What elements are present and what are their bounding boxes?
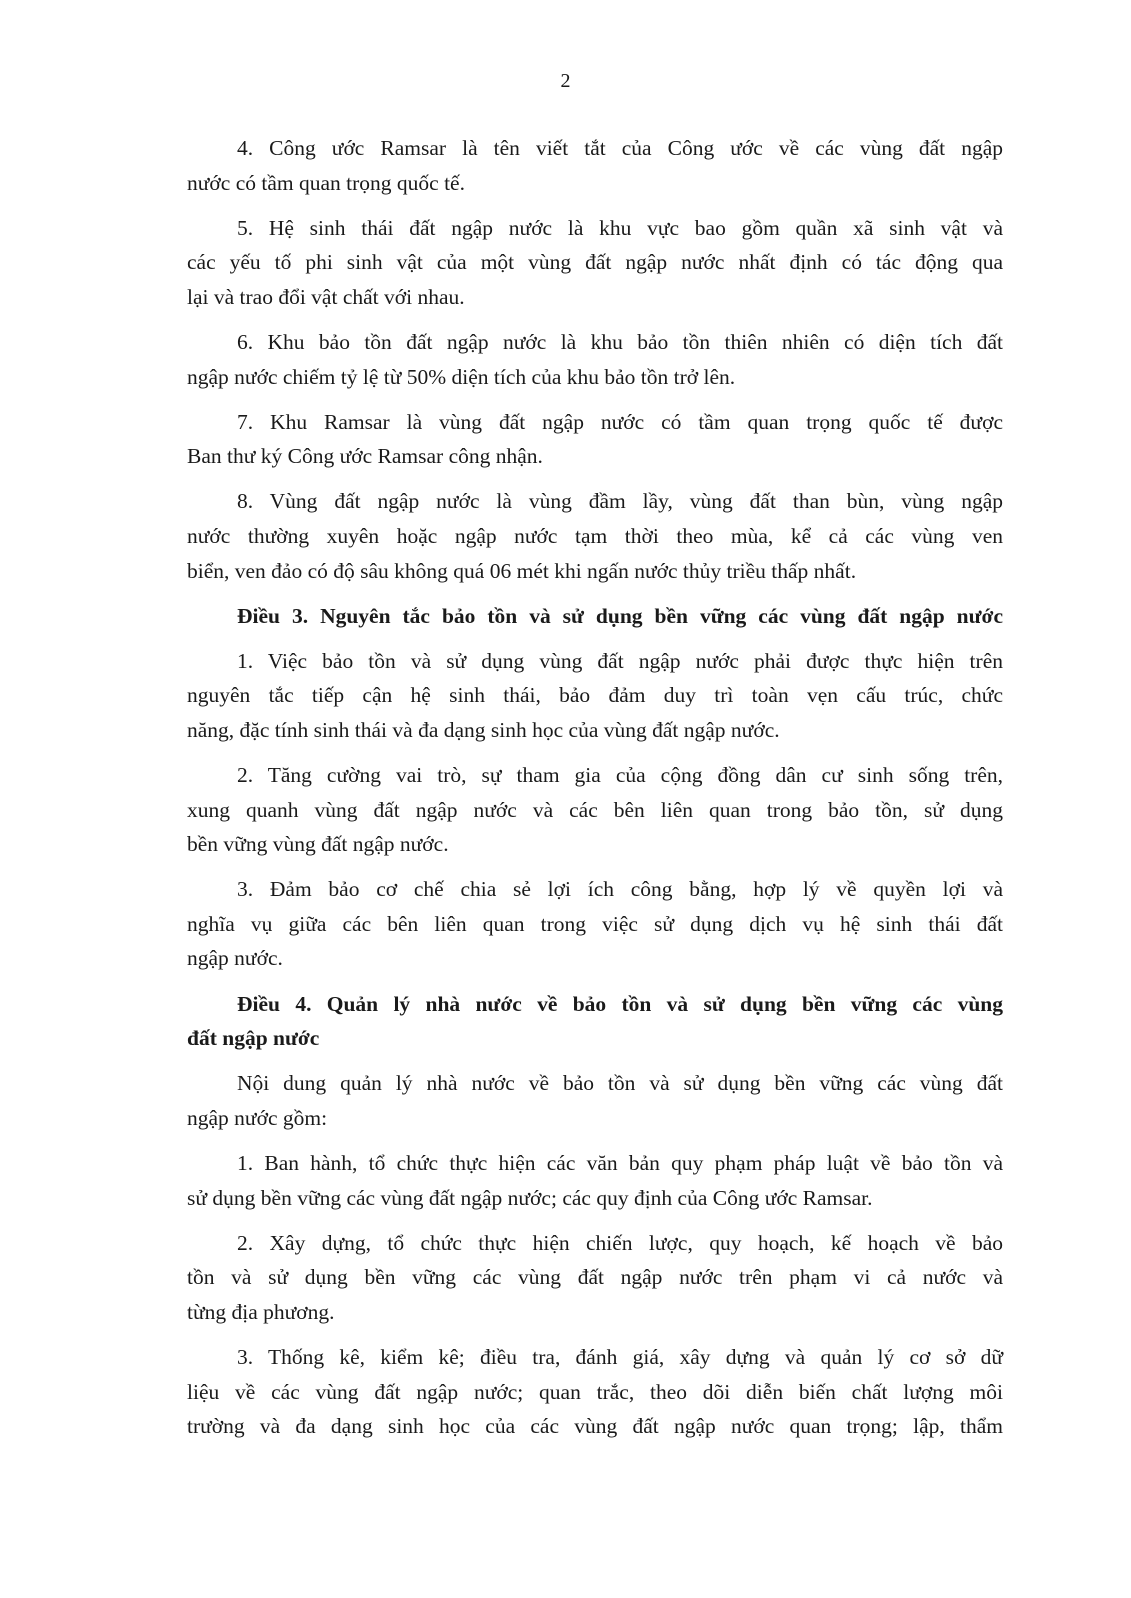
- paragraph: [187, 484, 1003, 588]
- paragraph: [187, 211, 1003, 315]
- page-number: 2: [560, 70, 571, 92]
- text-line: sử dụng bền vững các vùng đất ngập nước; các quy định của Công ước Ramsar.: [187, 1185, 873, 1210]
- text-line: các yếu tố phi sinh vật của một vùng đất ngập nước nhất định có tác động qua: [187, 250, 1003, 275]
- text-line: 8. Vùng đất ngập nước là vùng đầm lầy, vùng đất than bùn, vùng ngập: [237, 489, 1003, 514]
- text-line: 4. Công ước Ramsar là tên viết tắt của Công ước về các vùng đất ngập: [237, 136, 1003, 160]
- text-line: xung quanh vùng đất ngập nước và các bên liên quan trong bảo tồn, sử dụng: [187, 797, 1003, 822]
- text-line: từng địa phương.: [187, 1299, 335, 1324]
- text-line: ngập nước chiếm tỷ lệ từ 50% diện tích của khu bảo tồn trở lên.: [187, 364, 736, 389]
- text-line: 3. Đảm bảo cơ chế chia sẻ lợi ích công bằng, hợp lý về quyền lợi và: [237, 877, 1003, 902]
- text-line: 1. Việc bảo tồn và sử dụng vùng đất ngập nước phải được thực hiện trên: [237, 648, 1003, 673]
- text-line: tồn và sử dụng bền vững các vùng đất ngập nước trên phạm vi cả nước và: [187, 1265, 1003, 1290]
- text-line: nước có tầm quan trọng quốc tế.: [187, 170, 465, 195]
- text-line: nguyên tắc tiếp cận hệ sinh thái, bảo đảm duy trì toàn vẹn cấu trúc, chức: [187, 683, 1003, 708]
- text-line: bền vững vùng đất ngập nước.: [187, 832, 449, 857]
- paragraph: [187, 325, 1003, 394]
- document-body: [187, 131, 1003, 1454]
- text-line: năng, đặc tính sinh thái và đa dạng sinh học của vùng đất ngập nước.: [187, 717, 780, 742]
- text-line: liệu về các vùng đất ngập nước; quan trắc, theo dõi diễn biến chất lượng môi: [187, 1379, 1003, 1404]
- paragraph: [187, 405, 1003, 474]
- paragraph: [187, 644, 1003, 748]
- text-line: ngập nước gồm:: [187, 1105, 328, 1130]
- text-line: Ban thư ký Công ước Ramsar công nhận.: [187, 444, 543, 469]
- text-line: 2. Xây dựng, tổ chức thực hiện chiến lược, quy hoạch, kế hoạch về bảo: [237, 1230, 1003, 1255]
- text-line: lại và trao đổi vật chất với nhau.: [187, 284, 465, 309]
- text-line: trường và đa dạng sinh học của các vùng đất ngập nước quan trọng; lập, thẩm: [187, 1414, 1003, 1439]
- paragraph: [187, 872, 1003, 976]
- text-line: Nội dung quản lý nhà nước về bảo tồn và sử dụng bền vững các vùng đất: [237, 1071, 1003, 1096]
- text-line: đất ngập nước: [187, 1026, 320, 1051]
- paragraph: [187, 1226, 1003, 1330]
- paragraph: [187, 758, 1003, 862]
- text-line: ngập nước.: [187, 946, 283, 971]
- text-line: 2. Tăng cường vai trò, sự tham gia của cộng đồng dân cư sinh sống trên,: [237, 763, 1003, 787]
- text-line: nghĩa vụ giữa các bên liên quan trong việc sử dụng dịch vụ hệ sinh thái đất: [187, 911, 1003, 936]
- text-line: Điều 4. Quản lý nhà nước về bảo tồn và sử dụng bền vững các vùng: [237, 991, 1003, 1016]
- text-line: 5. Hệ sinh thái đất ngập nước là khu vực bao gồm quần xã sinh vật và: [237, 215, 1003, 240]
- paragraph: [187, 131, 1003, 200]
- text-line: Điều 3. Nguyên tắc bảo tồn và sử dụng bền vững các vùng đất ngập nước: [237, 603, 1003, 628]
- text-line: 7. Khu Ramsar là vùng đất ngập nước có tầm quan trọng quốc tế được: [237, 409, 1003, 434]
- article-heading: [187, 599, 1003, 634]
- paragraph: [187, 1146, 1003, 1215]
- text-line: 6. Khu bảo tồn đất ngập nước là khu bảo tồn thiên nhiên có diện tích đất: [237, 329, 1003, 354]
- paragraph: [187, 1066, 1003, 1135]
- text-line: nước thường xuyên hoặc ngập nước tạm thời theo mùa, kể cả các vùng ven: [187, 523, 1003, 548]
- article-heading: [187, 987, 1003, 1056]
- paragraph: [187, 1340, 1003, 1444]
- text-line: biển, ven đảo có độ sâu không quá 06 mét khi ngấn nước thủy triều thấp nhất.: [187, 558, 857, 583]
- text-line: 1. Ban hành, tổ chức thực hiện các văn bản quy phạm pháp luật về bảo tồn và: [237, 1150, 1003, 1175]
- text-line: 3. Thống kê, kiểm kê; điều tra, đánh giá, xây dựng và quản lý cơ sở dữ: [237, 1344, 1003, 1369]
